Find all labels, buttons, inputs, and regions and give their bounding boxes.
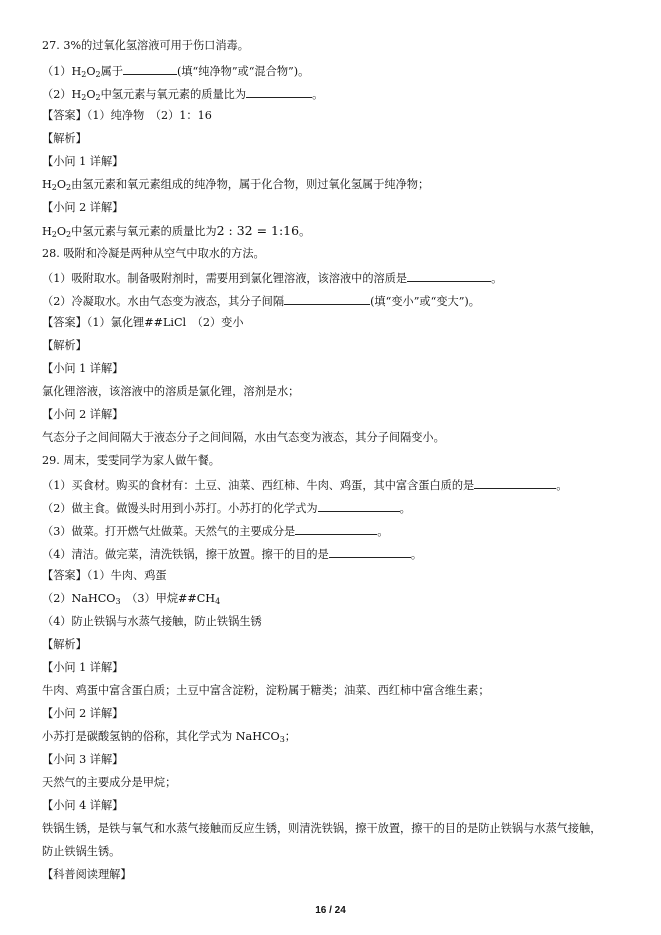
q29-sub4-explanation-line1: 铁锅生锈，是铁与氧气和水蒸气接触而反应生锈，则清洗铁锅，擦干放置，擦干的目的是防止铁锅与水蒸气接触， — [42, 822, 602, 835]
answer-blank — [284, 292, 370, 305]
q29-sub3-explanation: 天然气的主要成分是甲烷； — [42, 776, 177, 789]
q29-answer-2: （2）NaHCO$_3$ （3）甲烷$\#\#CH_4$ — [42, 592, 221, 606]
q27-stem: 27. 3%的过氧化氢溶液可用于伤口消毒。 — [42, 39, 249, 52]
q28-sub2-explanation: 气态分子之间间隔大于液态分子之间间隔，水由气态变为液态，其分子间隔变小。 — [42, 431, 445, 444]
answer-blank — [329, 545, 411, 558]
q27-part1: $(1)H_2O_2$属于 (填“纯净物”或“混合物”)。 — [42, 62, 631, 80]
q29-sub1-explanation: 牛肉、鸡蛋中富含蛋白质；土豆中富含淀粉，淀粉属于糖类；油菜、西红柿中富含维生素； — [42, 684, 490, 697]
q29-answer-1: 【答案】（1）牛肉、鸡蛋 — [42, 569, 167, 582]
q28-sub1-heading: 【小问 1 详解】 — [42, 362, 124, 375]
q29-sub1-heading: 【小问 1 详解】 — [42, 661, 124, 674]
answer-blank — [295, 522, 377, 535]
q27-sub2-explanation: $H_2O_2$中氢元素与氧元素的质量比为2 : 32 = 1:16。 — [42, 223, 311, 239]
q28-part2: （2）冷凝取水。水由气态变为液态，其分子间隔 (填“变小”或“变大”)。 — [42, 292, 631, 310]
q29-sub2-explanation: 小苏打是碳酸氢钠的俗称，其化学式为 NaHCO$_3$； — [42, 730, 296, 744]
q27-sub1-heading: 【小问 1 详解】 — [42, 155, 124, 168]
answer-blank — [123, 62, 177, 75]
q28-stem: 28. 吸附和冷凝是两种从空气中取水的方法。 — [42, 247, 265, 260]
q27-sub1-explanation: $H_2O_2$由氢元素和氧元素组成的纯净物，属于化合物，则过氧化氢属于纯净物； — [42, 178, 430, 192]
q29-answer-3: （4）防止铁锅与水蒸气接触，防止铁锅生锈 — [42, 615, 262, 628]
q29-sub2-heading: 【小问 2 详解】 — [42, 707, 124, 720]
q29-part1: （1）买食材。购买的食材有：土豆、油菜、西红柿、牛肉、鸡蛋，其中富含蛋白质的是 。 — [42, 476, 631, 494]
answer-blank — [318, 499, 400, 512]
q28-part1: （1）吸附取水。制备吸附剂时，需要用到氯化锂溶液，该溶液中的溶质是 。 — [42, 269, 631, 287]
mass-ratio-formula: 2 : 32 = 1:16 — [216, 223, 300, 238]
q28-answer: 【答案】（1）氯化锂##LiCl （2）变小 — [42, 316, 244, 329]
q29-analysis-heading: 【解析】 — [42, 638, 87, 651]
answer-blank — [474, 476, 556, 489]
section-heading-reading: 【科普阅读理解】 — [42, 868, 132, 881]
q27-analysis-heading: 【解析】 — [42, 132, 87, 145]
q29-sub4-heading: 【小问 4 详解】 — [42, 799, 124, 812]
q29-sub3-heading: 【小问 3 详解】 — [42, 753, 124, 766]
q29-part4: （4）清洁。做完菜，清洗铁锅，擦干放置。擦干的目的是 。 — [42, 545, 631, 563]
q27-sub2-heading: 【小问 2 详解】 — [42, 201, 124, 214]
q29-part3: （3）做菜。打开燃气灶做菜。天然气的主要成分是 。 — [42, 522, 631, 540]
q28-analysis-heading: 【解析】 — [42, 339, 87, 352]
q28-sub1-explanation: 氯化锂溶液，该溶液中的溶质是氯化锂，溶剂是水； — [42, 385, 300, 398]
q27-part2: $(2)H_2O_2$中氢元素与氧元素的质量比为 。 — [42, 85, 631, 103]
q29-part2: （2）做主食。做馒头时用到小苏打。小苏打的化学式为 。 — [42, 499, 631, 517]
answer-blank — [407, 269, 491, 282]
q28-sub2-heading: 【小问 2 详解】 — [42, 408, 124, 421]
q29-stem: 29. 周末，雯雯同学为家人做午餐。 — [42, 454, 220, 467]
page-number: 16 / 24 — [315, 905, 346, 916]
answer-blank — [246, 85, 312, 98]
q29-sub4-explanation-line2: 防止铁锅生锈。 — [42, 845, 121, 858]
q27-answer: 【答案】（1）纯净物 （2）1：16 — [42, 109, 212, 122]
